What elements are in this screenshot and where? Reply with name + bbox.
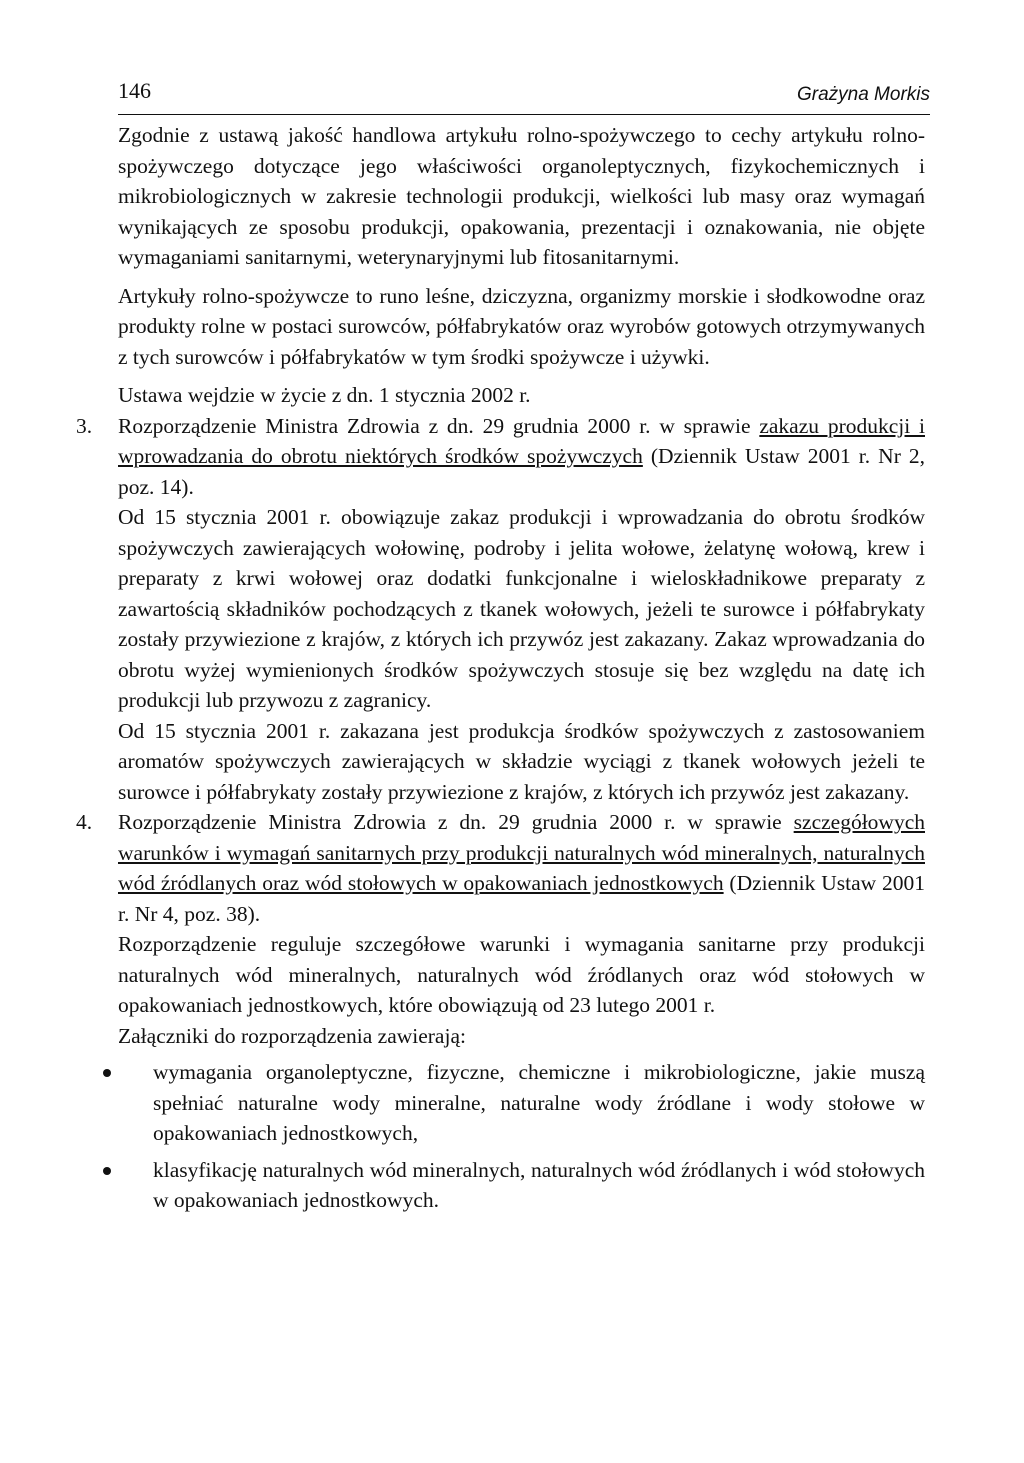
body-text: [76, 120, 925, 1222]
list-item-4: [76, 807, 925, 1216]
paragraph-effective-date: Ustawa wejdzie w życie z dn. 1 stycznia 2002 r.: [118, 383, 531, 407]
list-number: 3.: [76, 413, 93, 438]
regulation-lead: Rozporządzenie Ministra Zdrowia z dn. 29 grudnia 2000 r. w sprawie: [118, 810, 794, 834]
paragraph-attachments-intro: Załączniki do rozporządzenia zawierają:: [118, 1023, 466, 1048]
regulation-title: zakazu produkcji i wprowadzania do obrotu niektórych środków spożywczych: [118, 413, 925, 468]
list-item-3: [76, 411, 925, 808]
list-item: wymagania organoleptyczne, fizyczne, chemiczne i mikrobiologiczne, jakie muszą spełniać naturalne wody mineralne, naturalne wody źródlane i wody stołowe w opakowaniach jednostkowych,: [118, 1057, 925, 1149]
running-head-author: Grażyna Morkis: [796, 84, 930, 105]
regulation-citation: (Dziennik Ustaw 2001 r. Nr 4, poz. 38).: [118, 871, 925, 926]
list-number: 4.: [76, 810, 93, 834]
bullet-icon: [103, 1069, 111, 1077]
paragraph-beef-ban: Od 15 stycznia 2001 r. obowiązuje zakaz produkcji i wprowadzania do obrotu środków spożywczych zawierających wołowinę, podroby i jelita wołowe, żelatynę wołową, krew i preparaty z krwi wołowej oraz dodatki funkcjonalne i wieloskładnikowe preparaty z zawartością składników pochodzących z tkanek wołowych, jeżeli te surowce i półfabrykaty zostały przywiezione z krajów, z których ich przywóz jest zakazany. Zakaz wprowadzania do obrotu wyżej wymienionych środków spożywczych stosuje się bez względu na datę ich produkcji lub przywozu z zagranicy.: [118, 505, 925, 712]
list-item-4-heading: [76, 807, 925, 929]
paragraph-quality-definition: Zgodnie z ustawą jakość handlowa artykułu rolno-spożywczego to cechy artykułu rolno-spożywczego dotyczące jego właściwości organoleptycznych, fizykochemicznych i mikrobiologicznych w zakresie technologii produkcji, wielkości lub masy oraz wymagań wynikających ze sposobu produkcji, opakowania, prezentacji i oznakowania, nie objęte wymaganiami sanitarnymi, weterynaryjnymi lub fitosanitarnymi.: [118, 123, 925, 269]
list-item: klasyfikację naturalnych wód mineralnych, naturalnych wód źródlanych i wód stołowych w opakowaniach jednostkowych.: [118, 1155, 925, 1216]
regulation-title: szczegółowych warunków i wymagań sanitarnych przy produkcji naturalnych wód mineralnych, naturalnych wód źródlanych oraz wód stołowych w opakowaniach jednostkowych: [118, 810, 925, 895]
paragraph-aroma-ban: Od 15 stycznia 2001 r. zakazana jest produkcja środków spożywczych z zastosowaniem aromatów spożywczych zawierających w składzie wyciągi z tkanek wołowych jeżeli te surowce i półfabrykaty zostały przywiezione z krajów, z których ich przywóz jest zakazany.: [118, 718, 925, 804]
page-header: [118, 74, 930, 115]
paragraph-water-regulation: Rozporządzenie reguluje szczegółowe warunki i wymagania sanitarne przy produkcji naturalnych wód mineralnych, naturalnych wód źródlanych oraz wód stołowych w opakowaniach jednostkowych, które obowiązują od 23 lutego 2001 r.: [118, 932, 925, 1017]
regulation-citation: (Dziennik Ustaw 2001 r. Nr 2, poz. 14).: [118, 444, 925, 499]
page-number: 146: [118, 78, 151, 103]
regulation-lead: Rozporządzenie Ministra Zdrowia z dn. 29 grudnia 2000 r. w sprawie: [118, 413, 760, 438]
paragraph-agri-food-definition: Artykuły rolno-spożywcze to runo leśne, dziczyzna, organizmy morskie i słodkowodne oraz produkty rolne w postaci surowców, półfabrykatów oraz wyrobów gotowych otrzymywanych z tych surowców i półfabrykatów w tym środki spożywcze i używki.: [118, 283, 925, 369]
list-item-3-heading: [76, 411, 925, 503]
attachments-list: [118, 1057, 925, 1216]
bullet-icon: [103, 1167, 111, 1175]
